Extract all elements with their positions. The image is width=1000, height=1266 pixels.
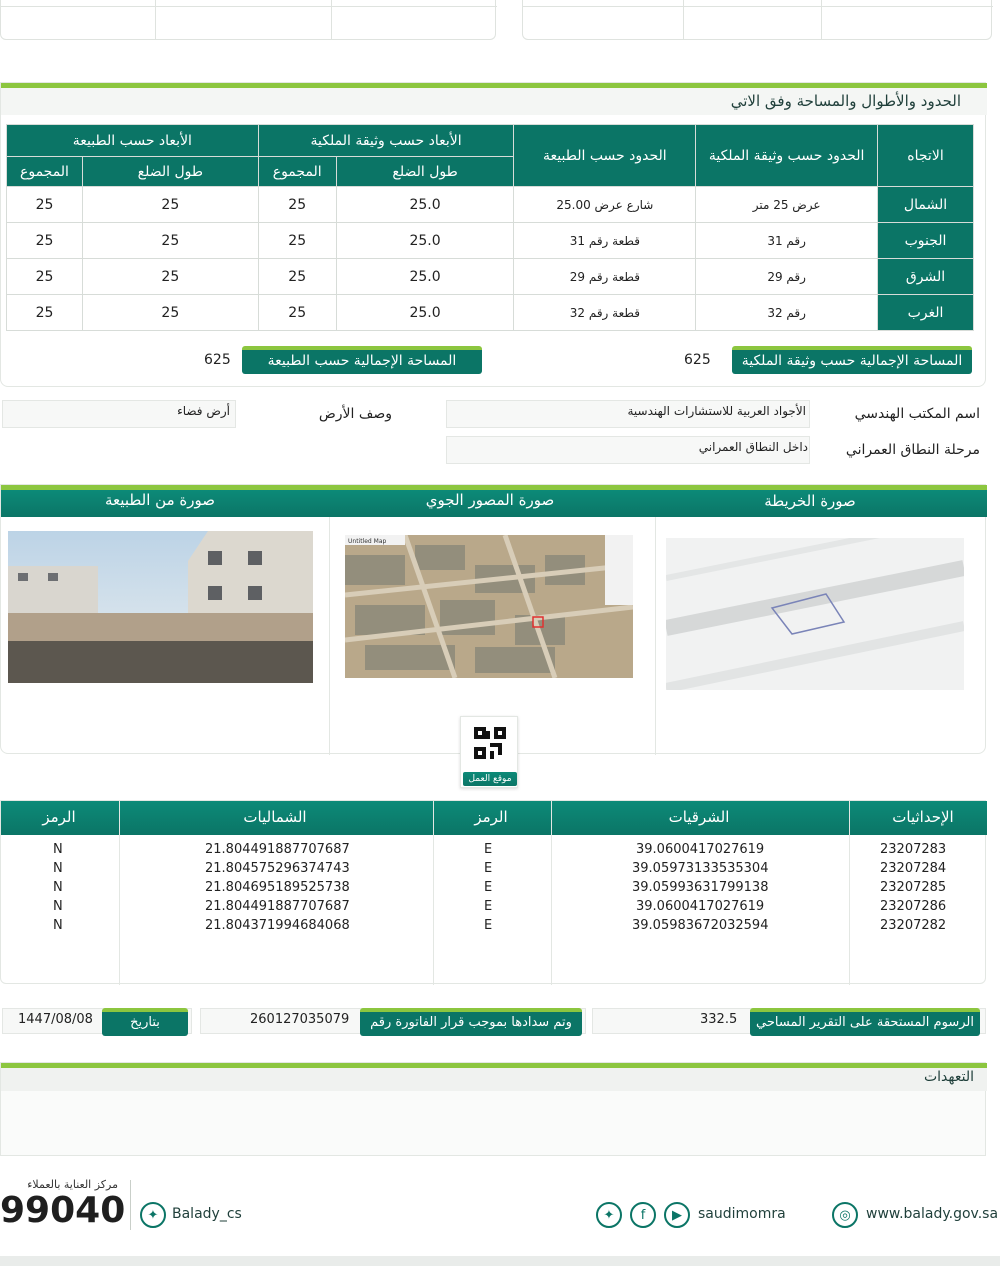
twitter-icon[interactable]: ✦: [596, 1202, 622, 1228]
twitter-icon-secondary[interactable]: ✦: [140, 1202, 166, 1228]
date-value: 1447/08/08: [18, 1012, 93, 1027]
header-deed-dims: الأبعاد حسب وثيقة الملكية: [258, 125, 514, 157]
deed-length-cell: 25.0: [336, 295, 514, 331]
direction-cell: الغرب: [878, 295, 974, 331]
deed-boundary-cell: رقم 29: [696, 259, 878, 295]
direction-cell: الجنوب: [878, 223, 974, 259]
fee-label: الرسوم المستحقة على التقرير المساحي: [750, 1008, 980, 1036]
pledges-title: التعهدات: [923, 1069, 974, 1085]
nature-total-cell: 25: [7, 259, 83, 295]
invoice-value: 260127035079: [250, 1012, 350, 1027]
map-image-label: صورة الخريطة: [764, 492, 856, 510]
coord-north: 21.804575296374743: [205, 861, 350, 876]
coord-n: N: [53, 899, 63, 914]
coord-north: 21.804491887707687: [205, 899, 350, 914]
table-row: [7, 223, 974, 259]
deed-length-cell: 25.0: [336, 223, 514, 259]
deed-total-cell: 25: [258, 259, 336, 295]
header-nature-side: طول الضلع: [82, 157, 258, 187]
deed-total-cell: 25: [258, 295, 336, 331]
coords-header-code-n: الرمز: [42, 808, 76, 826]
nature-total-cell: 25: [7, 223, 83, 259]
coord-n: N: [53, 842, 63, 857]
header-direction: الاتجاه: [878, 125, 974, 187]
coord-north: 21.804491887707687: [205, 842, 350, 857]
youtube-icon[interactable]: ▶: [664, 1202, 690, 1228]
coord-e: E: [484, 899, 493, 914]
urban-label: مرحلة النطاق العمراني: [845, 442, 980, 458]
coord-id: 23207285: [880, 880, 947, 895]
total-area-nature-value: 625: [204, 352, 231, 368]
table-row: [7, 295, 974, 331]
qr-code-icon: [474, 727, 506, 759]
coord-e: E: [484, 918, 493, 933]
header-nature-boundaries: الحدود حسب الطبيعة: [514, 125, 696, 187]
land-desc-label: وصف الأرض: [318, 406, 392, 422]
coord-east: 39.05973133535304: [632, 861, 769, 876]
deed-total-cell: 25: [258, 187, 336, 223]
top-residual-table-left: [0, 0, 496, 40]
boundaries-title: الحدود والأطوال والمساحة وفق الاتي: [730, 92, 961, 110]
table-row: [0, 918, 986, 937]
coord-e: E: [484, 861, 493, 876]
care-phone-number[interactable]: 99040: [0, 1190, 126, 1231]
coord-e: E: [484, 880, 493, 895]
nature-photo: [8, 531, 313, 683]
deed-boundary-cell: رقم 31: [696, 223, 878, 259]
coord-n: N: [53, 918, 63, 933]
website-text[interactable]: www.balady.gov.sa: [866, 1206, 999, 1222]
footer-bottom-strip: [0, 1256, 1000, 1266]
pledges-section: [0, 1062, 986, 1156]
table-row: [0, 880, 986, 899]
coord-north: 21.804371994684068: [205, 918, 350, 933]
nature-total-cell: 25: [7, 295, 83, 331]
boundaries-title-bar: [1, 83, 987, 115]
coord-id: 23207282: [880, 918, 947, 933]
twitter-handle[interactable]: Balady_cs: [172, 1206, 242, 1222]
total-area-deed-label: المساحة الإجمالية حسب وثيقة الملكية: [732, 346, 972, 374]
deed-length-cell: 25.0: [336, 187, 514, 223]
invoice-label: وتم سدادها بموجب قرار الفاتورة رقم: [360, 1008, 582, 1036]
header-nature-total: المجموع: [7, 157, 83, 187]
nature-length-cell: 25: [82, 223, 258, 259]
nature-boundary-cell: قطعة رقم 29: [514, 259, 696, 295]
coords-header-east: الشرقيات: [668, 808, 730, 826]
aerial-image-caption: Untitled Map: [348, 538, 387, 545]
total-area-deed-value: 625: [684, 352, 711, 368]
header-deed-total: المجموع: [258, 157, 336, 187]
nature-length-cell: 25: [82, 187, 258, 223]
qr-label: موقع العمل: [463, 772, 517, 786]
nature-boundary-cell: شارع عرض 25.00: [514, 187, 696, 223]
office-value: الأجواد العربية للاستشارات الهندسية: [627, 404, 806, 418]
land-desc-value: أرض فضاء: [177, 404, 230, 418]
deed-boundary-cell: رقم 32: [696, 295, 878, 331]
care-center-label: مركز العناية بالعملاء: [27, 1178, 118, 1191]
coord-east: 39.0600417027619: [636, 842, 765, 857]
coord-east: 39.05993631799138: [632, 880, 769, 895]
qr-card[interactable]: [460, 716, 518, 788]
coord-east: 39.05983672032594: [632, 918, 769, 933]
coord-east: 39.0600417027619: [636, 899, 765, 914]
coords-header-north: الشماليات: [243, 808, 307, 826]
aerial-image: [345, 535, 633, 678]
nature-image-label: صورة من الطبيعة: [105, 491, 215, 509]
nature-boundary-cell: قطعة رقم 32: [514, 295, 696, 331]
deed-boundary-cell: عرض 25 متر: [696, 187, 878, 223]
coord-id: 23207286: [880, 899, 947, 914]
urban-value: داخل النطاق العمراني: [698, 440, 808, 454]
deed-total-cell: 25: [258, 223, 336, 259]
table-row: [0, 899, 986, 918]
fee-value: 332.5: [700, 1012, 738, 1027]
plot-map-image: [666, 538, 964, 690]
nature-length-cell: 25: [82, 259, 258, 295]
nature-total-cell: 25: [7, 187, 83, 223]
top-residual-table-right: [522, 0, 992, 40]
nature-length-cell: 25: [82, 295, 258, 331]
deed-length-cell: 25.0: [336, 259, 514, 295]
coords-header-code-e: الرمز: [474, 808, 508, 826]
facebook-icon[interactable]: f: [630, 1202, 656, 1228]
social-handle[interactable]: saudimomra: [698, 1206, 786, 1222]
coord-id: 23207283: [880, 842, 947, 857]
header-nature-dims: الأبعاد حسب الطبيعة: [7, 125, 259, 157]
coord-e: E: [484, 842, 493, 857]
date-label: بتاريخ: [102, 1008, 188, 1036]
header-deed-side: طول الضلع: [336, 157, 514, 187]
aerial-image-label: صورة المصور الجوي: [425, 491, 555, 509]
direction-cell: الشرق: [878, 259, 974, 295]
table-row: [0, 861, 986, 880]
pledges-title-bar: [1, 1063, 987, 1091]
total-area-nature-label: المساحة الإجمالية حسب الطبيعة: [242, 346, 482, 374]
office-label: اسم المكتب الهندسي: [854, 406, 980, 422]
coord-id: 23207284: [880, 861, 947, 876]
boundaries-table: [6, 124, 974, 331]
coord-n: N: [53, 880, 63, 895]
coords-header-coords: الإحداثيات: [892, 808, 954, 826]
table-row: [0, 842, 986, 861]
header-deed-boundaries: الحدود حسب وثيقة الملكية: [696, 125, 878, 187]
coord-north: 21.804695189525738: [205, 880, 350, 895]
globe-icon: ◎: [832, 1202, 858, 1228]
nature-boundary-cell: قطعة رقم 31: [514, 223, 696, 259]
coord-n: N: [53, 861, 63, 876]
table-row: [7, 259, 974, 295]
direction-cell: الشمال: [878, 187, 974, 223]
table-row: [7, 187, 974, 223]
